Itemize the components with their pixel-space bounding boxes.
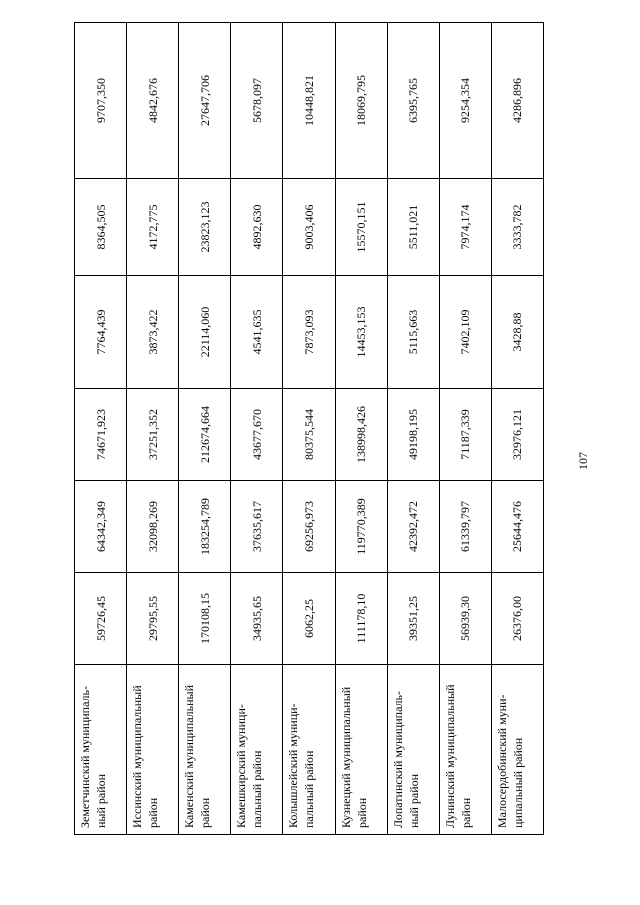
value-cell: 3333,782 — [491, 179, 543, 276]
value-cell: 18069,795 — [335, 23, 387, 179]
value-cell: 119770,389 — [335, 481, 387, 573]
value-cell: 22114,060 — [179, 276, 231, 389]
table-row — [335, 23, 387, 835]
table-row — [491, 23, 543, 835]
district-name-cell: Земетчинский муниципаль-ный район — [75, 665, 127, 835]
value-cell: 138998,426 — [335, 389, 387, 481]
table-row — [231, 23, 283, 835]
value-cell: 5678,097 — [231, 23, 283, 179]
table-row — [439, 23, 491, 835]
value-cell: 6062,25 — [283, 573, 335, 665]
value-cell: 212674,664 — [179, 389, 231, 481]
value-cell: 15570,151 — [335, 179, 387, 276]
value-cell: 9003,406 — [283, 179, 335, 276]
value-cell: 42392,472 — [387, 481, 439, 573]
table-row — [387, 23, 439, 835]
rotated-table-container — [74, 23, 544, 835]
value-cell: 5115,663 — [387, 276, 439, 389]
value-cell: 8364,505 — [75, 179, 127, 276]
value-cell: 64342,349 — [75, 481, 127, 573]
value-cell: 27647,706 — [179, 23, 231, 179]
table-row — [75, 23, 127, 835]
value-cell: 4172,775 — [127, 179, 179, 276]
page-number: 107 — [576, 452, 590, 470]
value-cell: 71187,339 — [439, 389, 491, 481]
value-cell: 34935,65 — [231, 573, 283, 665]
value-cell: 59726,45 — [75, 573, 127, 665]
district-name-cell: Колышлейский муници-пальный район — [283, 665, 335, 835]
value-cell: 4286,896 — [491, 23, 543, 179]
value-cell: 29795,55 — [127, 573, 179, 665]
value-cell: 9254,354 — [439, 23, 491, 179]
value-cell: 7873,093 — [283, 276, 335, 389]
district-name-cell: Кузнецкий муниципальный район — [335, 665, 387, 835]
value-cell: 56939,30 — [439, 573, 491, 665]
value-cell: 3873,422 — [127, 276, 179, 389]
value-cell: 6395,765 — [387, 23, 439, 179]
table-body — [75, 23, 544, 835]
value-cell: 4541,635 — [231, 276, 283, 389]
district-name-cell: Малосердобинский муни-ципальный район — [491, 665, 543, 835]
value-cell: 25644,476 — [491, 481, 543, 573]
table-row — [127, 23, 179, 835]
value-cell: 4842,676 — [127, 23, 179, 179]
value-cell: 7764,439 — [75, 276, 127, 389]
value-cell: 5511,021 — [387, 179, 439, 276]
district-name-cell: Лунинский муниципальный район — [439, 665, 491, 835]
value-cell: 43677,670 — [231, 389, 283, 481]
value-cell: 32976,121 — [491, 389, 543, 481]
value-cell: 23823,123 — [179, 179, 231, 276]
value-cell: 7974,174 — [439, 179, 491, 276]
district-name-cell: Лопатинский муниципаль-ный район — [387, 665, 439, 835]
value-cell: 7402,109 — [439, 276, 491, 389]
value-cell: 74671,923 — [75, 389, 127, 481]
value-cell: 10448,821 — [283, 23, 335, 179]
value-cell: 37251,352 — [127, 389, 179, 481]
value-cell: 39351,25 — [387, 573, 439, 665]
value-cell: 32098,269 — [127, 481, 179, 573]
district-name-cell: Камешкирский муници-пальный район — [231, 665, 283, 835]
value-cell: 170108,15 — [179, 573, 231, 665]
table-row — [283, 23, 335, 835]
table-row — [179, 23, 231, 835]
district-name-cell: Каменский муниципальный район — [179, 665, 231, 835]
value-cell: 49198,195 — [387, 389, 439, 481]
value-cell: 26376,00 — [491, 573, 543, 665]
value-cell: 37635,617 — [231, 481, 283, 573]
value-cell: 183254,789 — [179, 481, 231, 573]
value-cell: 3428,88 — [491, 276, 543, 389]
value-cell: 4892,630 — [231, 179, 283, 276]
value-cell: 9707,350 — [75, 23, 127, 179]
data-table — [74, 22, 544, 835]
value-cell: 111178,10 — [335, 573, 387, 665]
value-cell: 14453,153 — [335, 276, 387, 389]
district-name-cell: Иссинский муниципальный район — [127, 665, 179, 835]
value-cell: 80375,544 — [283, 389, 335, 481]
value-cell: 69256,973 — [283, 481, 335, 573]
value-cell: 61339,797 — [439, 481, 491, 573]
